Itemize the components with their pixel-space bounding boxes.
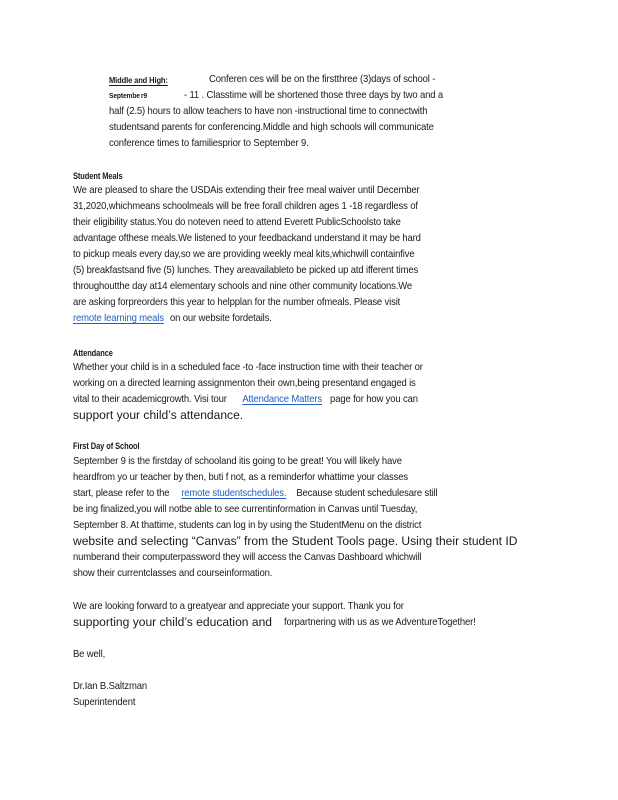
conferences-line-4: studentsand parents for conferencing.Middle and high schools will communicate	[109, 122, 434, 133]
attendance-link-line	[73, 392, 418, 408]
signatory-title: Superintendent	[73, 697, 136, 708]
first-day-line-8: show their currentclasses and courseinformation.	[73, 568, 273, 579]
signatory-name: Dr.Ian B.Saltzman	[73, 681, 147, 692]
meals-line-5: to pickup meals every day,so we are providing weekly meal kits,whichwill containfive	[73, 249, 415, 260]
first-day-line-5: September 8. At thattime, students can log in by using the StudentMenu on the district	[73, 520, 422, 531]
closing-line-2-part-2: forpartnering with us as we AdventureTogether!	[284, 617, 476, 628]
first-day-line-2: heardfrom yo ur teacher by then, buti f not, as a reminderfor whattime your classes	[73, 472, 408, 483]
attendance-line-1: Whether your child is in a scheduled face -to -face instruction time with their teacher or	[73, 362, 423, 373]
meals-line-8: are asking forpreorders this year to helpplan for the number ofmeals. Please visit	[73, 297, 401, 308]
first-day-heading: First Day of School	[73, 441, 140, 451]
first-day-after-link: Because student schedulesare still	[296, 488, 438, 499]
conferences-line-1: Conferen ces will be on the firstthree (3)days of school -	[209, 74, 436, 85]
conferences-date-fragment-2: r9	[141, 91, 148, 100]
remote-learning-meals-link[interactable]: remote learning meals	[73, 313, 164, 324]
meals-heading: Student Meals	[73, 171, 123, 181]
attendance-matters-link[interactable]: Attendance Matters	[242, 394, 322, 405]
meals-line-7: throughoutthe day at14 elementary schools and nine other community locations.We	[73, 281, 413, 292]
conferences-line-3: half (2.5) hours to allow teachers to have non -instructional time to connectwith	[109, 106, 428, 117]
closing-line-2-part-1: supporting your child’s education and	[73, 615, 273, 629]
farewell: Be well,	[73, 649, 106, 660]
meals-line-4: advantage ofthese meals.We listened to your feedbackand understand it may be hard	[73, 233, 421, 244]
first-day-line-4: be ing finalized,you will notbe able to see currentinformation in Canvas until Tuesday,	[73, 504, 418, 515]
attendance-heading: Attendance	[73, 348, 113, 358]
conferences-label: Middle and High:	[109, 75, 168, 85]
first-day-line-7: numberand their computerpassword they will access the Canvas Dashboard whichwill	[73, 552, 422, 563]
meals-line-6: (5) breakfastsand five (5) lunches. They areavailableto be picked up atd ifferent times	[73, 265, 419, 276]
attendance-final-line: support your child’s attendance.	[73, 408, 244, 422]
first-day-canvas-line: website and selecting “Canvas” from the Student Tools page. Using their student ID	[73, 534, 518, 548]
remote-student-schedules-link[interactable]: remote studentschedules.	[181, 488, 287, 499]
meals-line-3: their eligibility status.You do noteven need to attend Everett PublicSchoolsto take	[73, 217, 401, 228]
closing-line-1: We are looking forward to a greatyear and appreciate your support. Thank you for	[73, 601, 404, 612]
attendance-after-link: page for how you can	[330, 394, 418, 405]
first-day-line-1: September 9 is the firstday of schooland itis going to be great! You will likely have	[73, 456, 402, 467]
conferences-date-fragment-1: Septembe	[109, 91, 140, 100]
first-day-link-line	[73, 486, 437, 502]
first-day-line-3: start, please refer to the	[73, 488, 170, 499]
meals-line-1: We are pleased to share the USDAis extending their free meal waiver until December	[73, 185, 420, 196]
conferences-line-5: conference times to familiesprior to September 9.	[109, 138, 309, 149]
meals-after-link: on our website fordetails.	[170, 313, 272, 324]
attendance-line-2: working on a directed learning assignmenton their own,being presentand engaged is	[73, 378, 416, 389]
conferences-line-2: - 11 . Classtime will be shortened those three days by two and a	[184, 90, 443, 101]
attendance-line-3: vital to their academicgrowth. Visi tour	[73, 394, 227, 405]
meals-line-2: 31,2020,whichmeans schoolmeals will be free forall children ages 1 -18 regardless of	[73, 201, 418, 212]
meals-link-line	[73, 311, 272, 327]
